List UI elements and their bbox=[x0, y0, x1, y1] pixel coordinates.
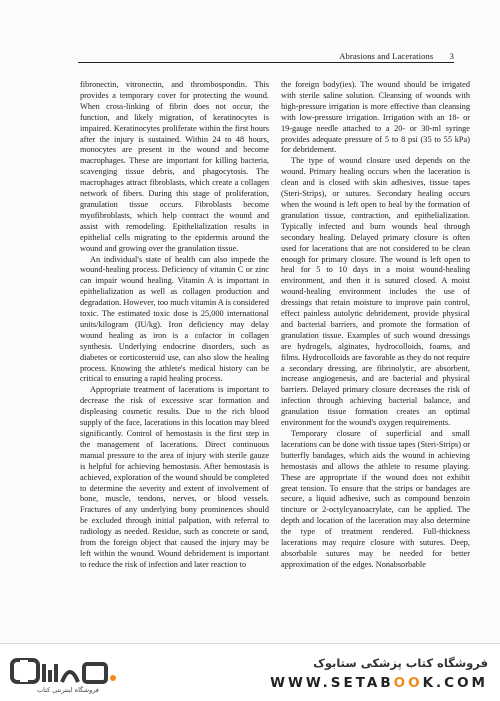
paragraph: The type of wound closure used depends on the wound. Primary healing occurs when the laceration is clean and is closed with skin adhesives, tissue tapes (Steri-Strips), or sutures. Secondary healing occurs when the wound is left open to heal by the formation of granulation tissue, contraction, and epithelialization. Typically infected and burn wounds heal through secondary healing. Delayed primary closure is often used for lacerations that are not considered to be clean enough for primary closure. The wound is left open to heal for 5 to 10 days in a moist wound-healing environment, and then it is sutured closed. A moist wound-healing environment includes the use of dressings that retain moisture to improve pain control, effect painless autolytic debridement, provide physical and bacterial barriers, and promote the formation of granulation tissue. Examples of such wound dressings are hydrogels, alginates, hydrocolloids, foams, and films. Hydrocolloids are favorable as they do not require a secondary dressing, are fibrinolytic, are absorbent, increase angiogenesis, and are bacterial and physical barriers. Delayed primary closure decreases the risk of infection through achieving bacterial balance, and granulation tissue formation creates an optimal environment for the wound's oxygen requirements. bbox=[281, 156, 470, 428]
left-column bbox=[80, 80, 269, 640]
banner-title: فروشگاه کتاب پزشکی ستابوک bbox=[313, 656, 488, 670]
logo-subtext: فروشگاه اینترنتی کتاب bbox=[37, 686, 99, 694]
url-oo: OO bbox=[393, 675, 423, 691]
header-rule bbox=[78, 62, 454, 63]
setabook-logo-icon[interactable] bbox=[10, 654, 125, 694]
right-column bbox=[281, 80, 470, 640]
paragraph: Temporary closure of superficial and small lacerations can be done with tissue tapes (Steri-Strips) or butterfly bandages, which aids the wound in achieving hemostasis and allows the athlete to resume playing. These are appropriate if the wound does not exhibit great tension. To ensure that the strips or bandages are secure, a liquid adhesive, such as compound benzoin tincture or 2-octylcyanoacrylate, can be applied. The depth and location of the laceration may also determine the type of treatment rendered. Full-thickness lacerations may require closure with sutures. Deep, absorbable sutures may be needed for better approximation of the edges. Nonabsorbable bbox=[281, 429, 470, 569]
paragraph: the foreign body(ies). The wound should be irrigated with sterile saline solution. Cleansing of wounds with high-pressure irrigation is more effective than cleansing with low-pressure irrigation. Irrigation with an 18- or 19-gauge needle attached to a 20- or 30-ml syringe provides adequate pressure of 5 to 8 psi (35 to 55 kPa) for debridement. bbox=[281, 80, 470, 155]
paragraph: Appropriate treatment of lacerations is important to decrease the risk of excessive scar formation and displeasing cosmetic results. Due to the rich blood supply of the face, lacerations in this location may bleed significantly. Control of hemostasis is the first step in the management of lacerations. Direct continuous manual pressure to the area of injury with sterile gauze is helpful for achieving hemostasis. After hemostasis is achieved, exploration of the wound should be completed to determine the severity and extent of involvement of bone, muscle, tendons, nerves, or blood vessels. Fractures of any underlying bony prominences should be excluded through initial palpation, with referral to radiology as needed. Residue, such as concrete or sand, from the foreign object that caused the injury may be left within the wound. Wound debridement is important to reduce the risk of infection and later reaction to bbox=[80, 385, 269, 569]
url-prefix: WWW.SETAB bbox=[270, 675, 394, 691]
url-suffix: K.COM bbox=[422, 675, 488, 691]
publisher-banner[interactable] bbox=[0, 643, 500, 701]
running-title: Abrasions and Lacerations bbox=[339, 51, 434, 61]
paragraph: fibronectin, vitronectin, and thrombospondin. This provides a temporary cover for protecting the wound. When cross-linking of fibrin does not occur, the function, and likely migration, of keratinocytes is impaired. Keratinocytes proliferate within the first hours after the injury is sustained. Within 24 to 48 hours, monocytes are present in the wound and become macrophages. These are important for killing bacteria, scavenging tissue debris, and phagocytosis. The macrophages attract fibroblasts, which create a collagen network of fibers. During this stage of proliferation, granulation tissue occurs. Fibroblasts become myofibroblasts, which help contract the wound and assist with remodeling. Epithelialization results in epithelial cells migrating to the epidermis around the wound and growing over the granulation tissue. bbox=[80, 80, 269, 253]
page-number: 3 bbox=[449, 51, 454, 61]
running-head bbox=[339, 51, 454, 61]
website-link[interactable] bbox=[270, 675, 488, 691]
paragraph: An individual's state of health can also impede the wound-healing process. Deficiency of vitamin C or zinc can impair wound healing. Vitamin A is important in epithelialization as well as collagen production and degradation. However, too much vitamin A is considered toxic. The estimated toxic dose is 25,000 international units/kilogram (IU/kg). Iron deficiency may delay wound healing as iron is a cofactor in collagen synthesis. Underlying endocrine disorders, such as diabetes or corticosteroid use, can also slow the healing process. Knowing the athlete's medical history can be critical to ensuring a rapid healing process. bbox=[80, 254, 269, 384]
